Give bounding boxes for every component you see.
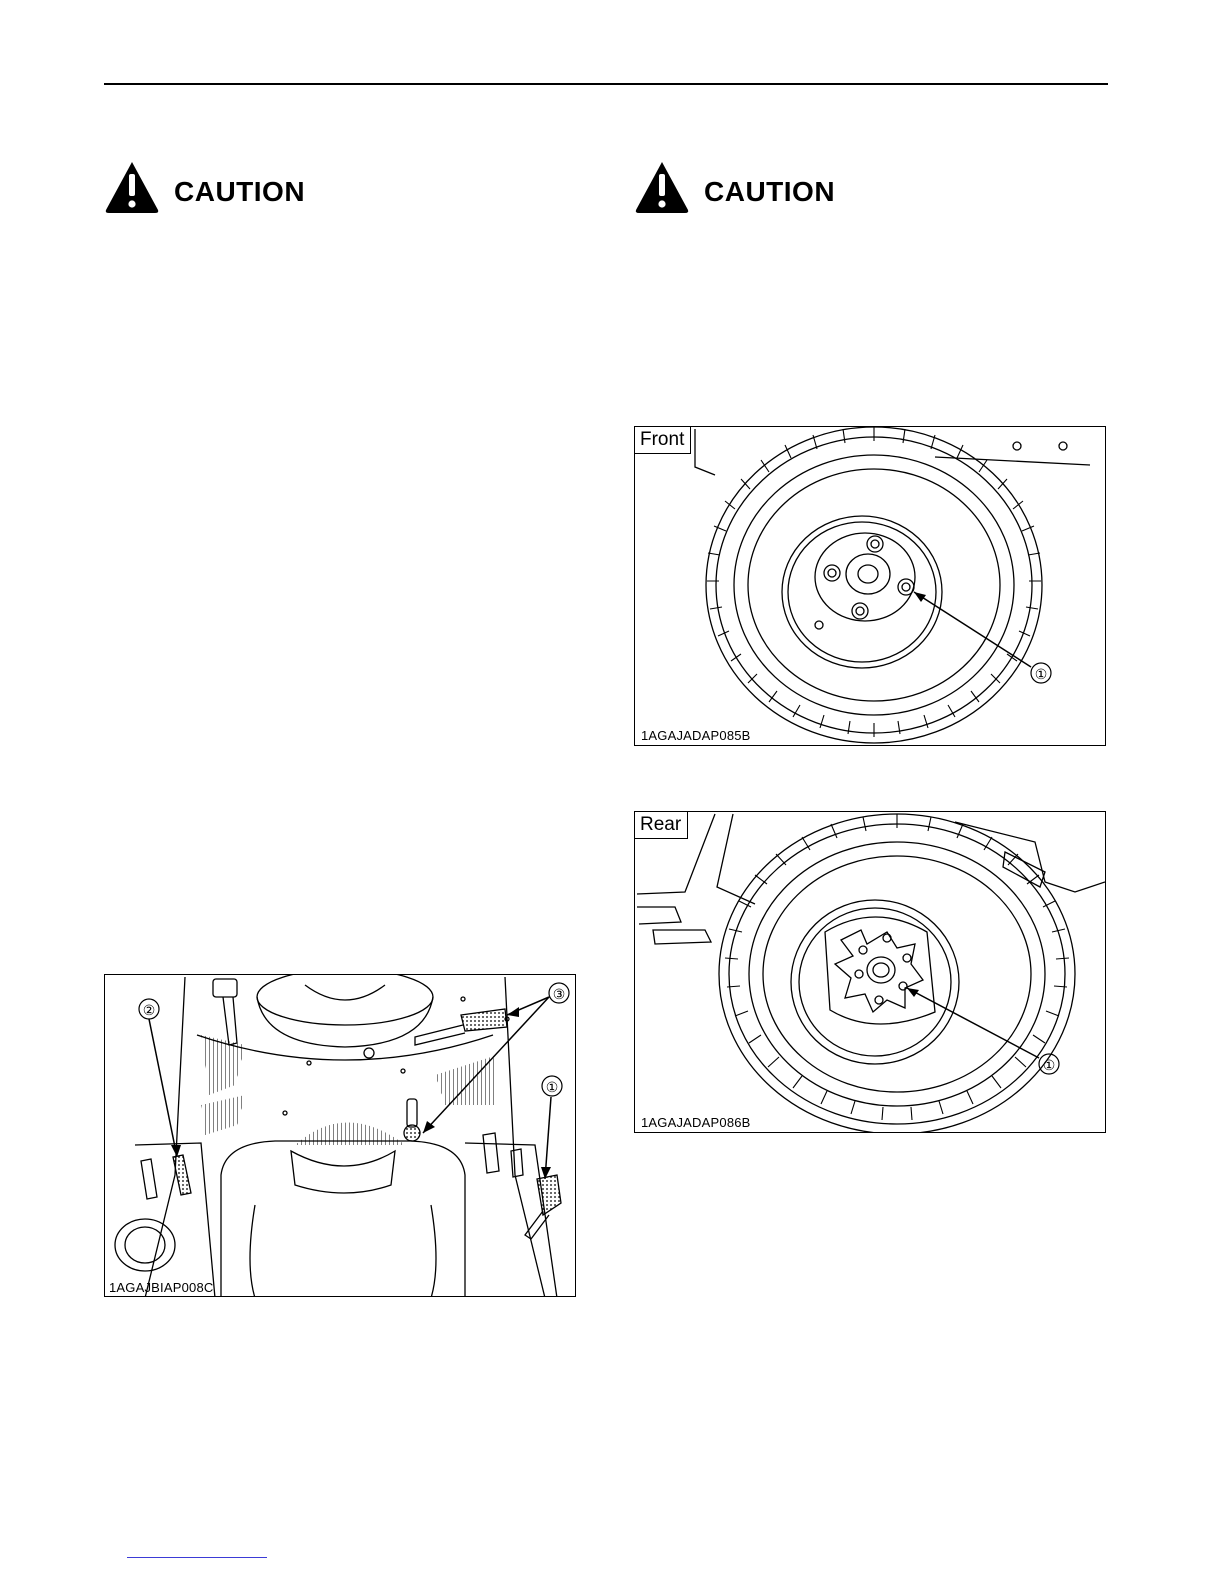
figure-code: 1AGAJBIAP008C <box>109 1280 214 1295</box>
operator-station-illustration <box>105 975 576 1297</box>
callout-marker: ① <box>545 1079 559 1095</box>
figure-code: 1AGAJADAP085B <box>641 728 751 743</box>
callout-marker: ② <box>142 1002 156 1018</box>
figure-rear-wheel <box>634 811 1106 1133</box>
callout-marker: ① <box>1042 1057 1056 1073</box>
caution-label: CAUTION <box>704 176 836 207</box>
warning-triangle-icon <box>104 160 160 214</box>
warning-triangle-icon <box>634 160 690 214</box>
callout-marker: ③ <box>552 986 566 1002</box>
figure-operator-controls <box>104 974 576 1297</box>
caution-heading-right <box>634 160 835 214</box>
caution-heading-left <box>104 160 305 214</box>
callout-marker: ① <box>1034 666 1048 682</box>
header-rule <box>104 83 1108 85</box>
footer-link-underline[interactable] <box>127 1557 267 1558</box>
figure-front-wheel <box>634 426 1106 746</box>
figure-label: Front <box>635 427 691 454</box>
caution-label: CAUTION <box>174 176 306 207</box>
front-wheel-illustration <box>635 427 1106 746</box>
rear-wheel-illustration <box>635 812 1106 1133</box>
figure-code: 1AGAJADAP086B <box>641 1115 751 1130</box>
figure-label: Rear <box>635 812 688 839</box>
